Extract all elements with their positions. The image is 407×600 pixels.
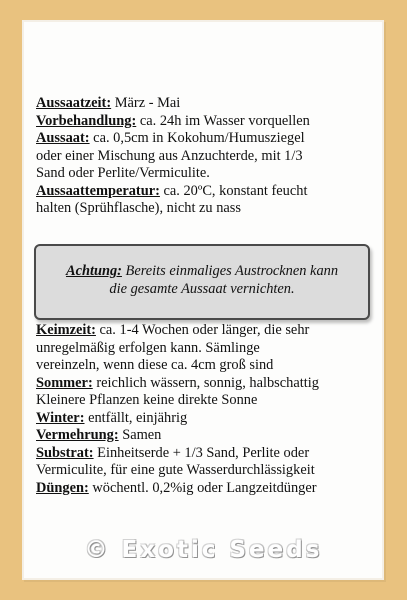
instruction-line xyxy=(36,410,381,428)
section-label: Aussaat: xyxy=(36,130,90,146)
instruction-line xyxy=(36,183,381,201)
section-text: entfällt, einjährig xyxy=(84,409,188,426)
instruction-line xyxy=(36,375,381,393)
section-text: vereinzeln, wenn diese ca. 4cm groß sind xyxy=(36,357,274,373)
section-text: halten (Sprühflasche), nicht zu nass xyxy=(36,200,242,216)
section-text: Vermiculite, für eine gute Wasserdurchlässigkeit xyxy=(36,462,315,478)
instruction-line xyxy=(36,392,381,410)
instruction-line xyxy=(36,148,381,166)
section-label: Keimzeit: xyxy=(36,322,96,338)
section-text: ca. 0,5cm in Kokohum/Humusziegel xyxy=(89,130,305,146)
instruction-line xyxy=(36,130,381,148)
section-text: ca. 1-4 Wochen oder länger, die sehr xyxy=(95,322,310,338)
section-text: unregelmäßig erfolgen kann. Sämlinge xyxy=(36,339,260,356)
instruction-line xyxy=(36,357,381,375)
section-label: Winter: xyxy=(36,409,85,426)
instructions-top xyxy=(36,95,381,218)
instruction-line xyxy=(36,200,381,218)
section-text: Kleinere Pflanzen keine direkte Sonne xyxy=(36,392,258,408)
instruction-line xyxy=(36,113,381,131)
section-text: reichlich wässern, sonnig, halbschattig xyxy=(92,374,319,391)
instruction-line xyxy=(36,462,381,480)
instruction-line xyxy=(36,480,381,498)
section-label: Vermehrung: xyxy=(36,427,119,443)
warning-text-1: Bereits einmaliges Austrocknen kann xyxy=(121,263,339,279)
section-text: ca. 20ºC, konstant feucht xyxy=(159,182,308,199)
section-text: Einheitserde + 1/3 Sand, Perlite oder xyxy=(93,444,310,461)
warning-line-2 xyxy=(36,280,368,298)
section-label: Vorbehandlung: xyxy=(36,112,137,129)
section-label: Aussaattemperatur: xyxy=(36,182,160,199)
warning-label: Achtung: xyxy=(65,263,122,279)
warning-box xyxy=(34,244,370,320)
seed-instruction-card xyxy=(22,20,384,580)
instruction-line xyxy=(36,340,381,358)
section-text: März - Mai xyxy=(111,95,181,111)
section-label: Aussaatzeit: xyxy=(36,95,112,111)
instruction-line xyxy=(36,427,381,445)
section-label: Düngen: xyxy=(36,479,89,496)
section-text: oder einer Mischung aus Anzuchterde, mit 1/3 xyxy=(36,147,303,164)
section-label: Sommer: xyxy=(36,374,93,391)
instruction-line xyxy=(36,322,381,340)
section-text: wöchentl. 0,2%ig oder Langzeitdünger xyxy=(88,479,317,496)
section-text: ca. 24h im Wasser vorquellen xyxy=(136,112,310,129)
section-label: Substrat: xyxy=(36,444,94,461)
instruction-line xyxy=(36,95,381,113)
warning-line-1 xyxy=(36,262,368,280)
instructions-bottom xyxy=(36,322,381,497)
section-text: Samen xyxy=(118,427,162,443)
section-text: Sand oder Perlite/Vermiculite. xyxy=(36,165,210,181)
instruction-line xyxy=(36,445,381,463)
instruction-line xyxy=(36,165,381,183)
warning-text-2: die gesamte Aussaat vernichten. xyxy=(109,281,295,297)
copyright-watermark: © Exotic Seeds xyxy=(84,537,323,563)
